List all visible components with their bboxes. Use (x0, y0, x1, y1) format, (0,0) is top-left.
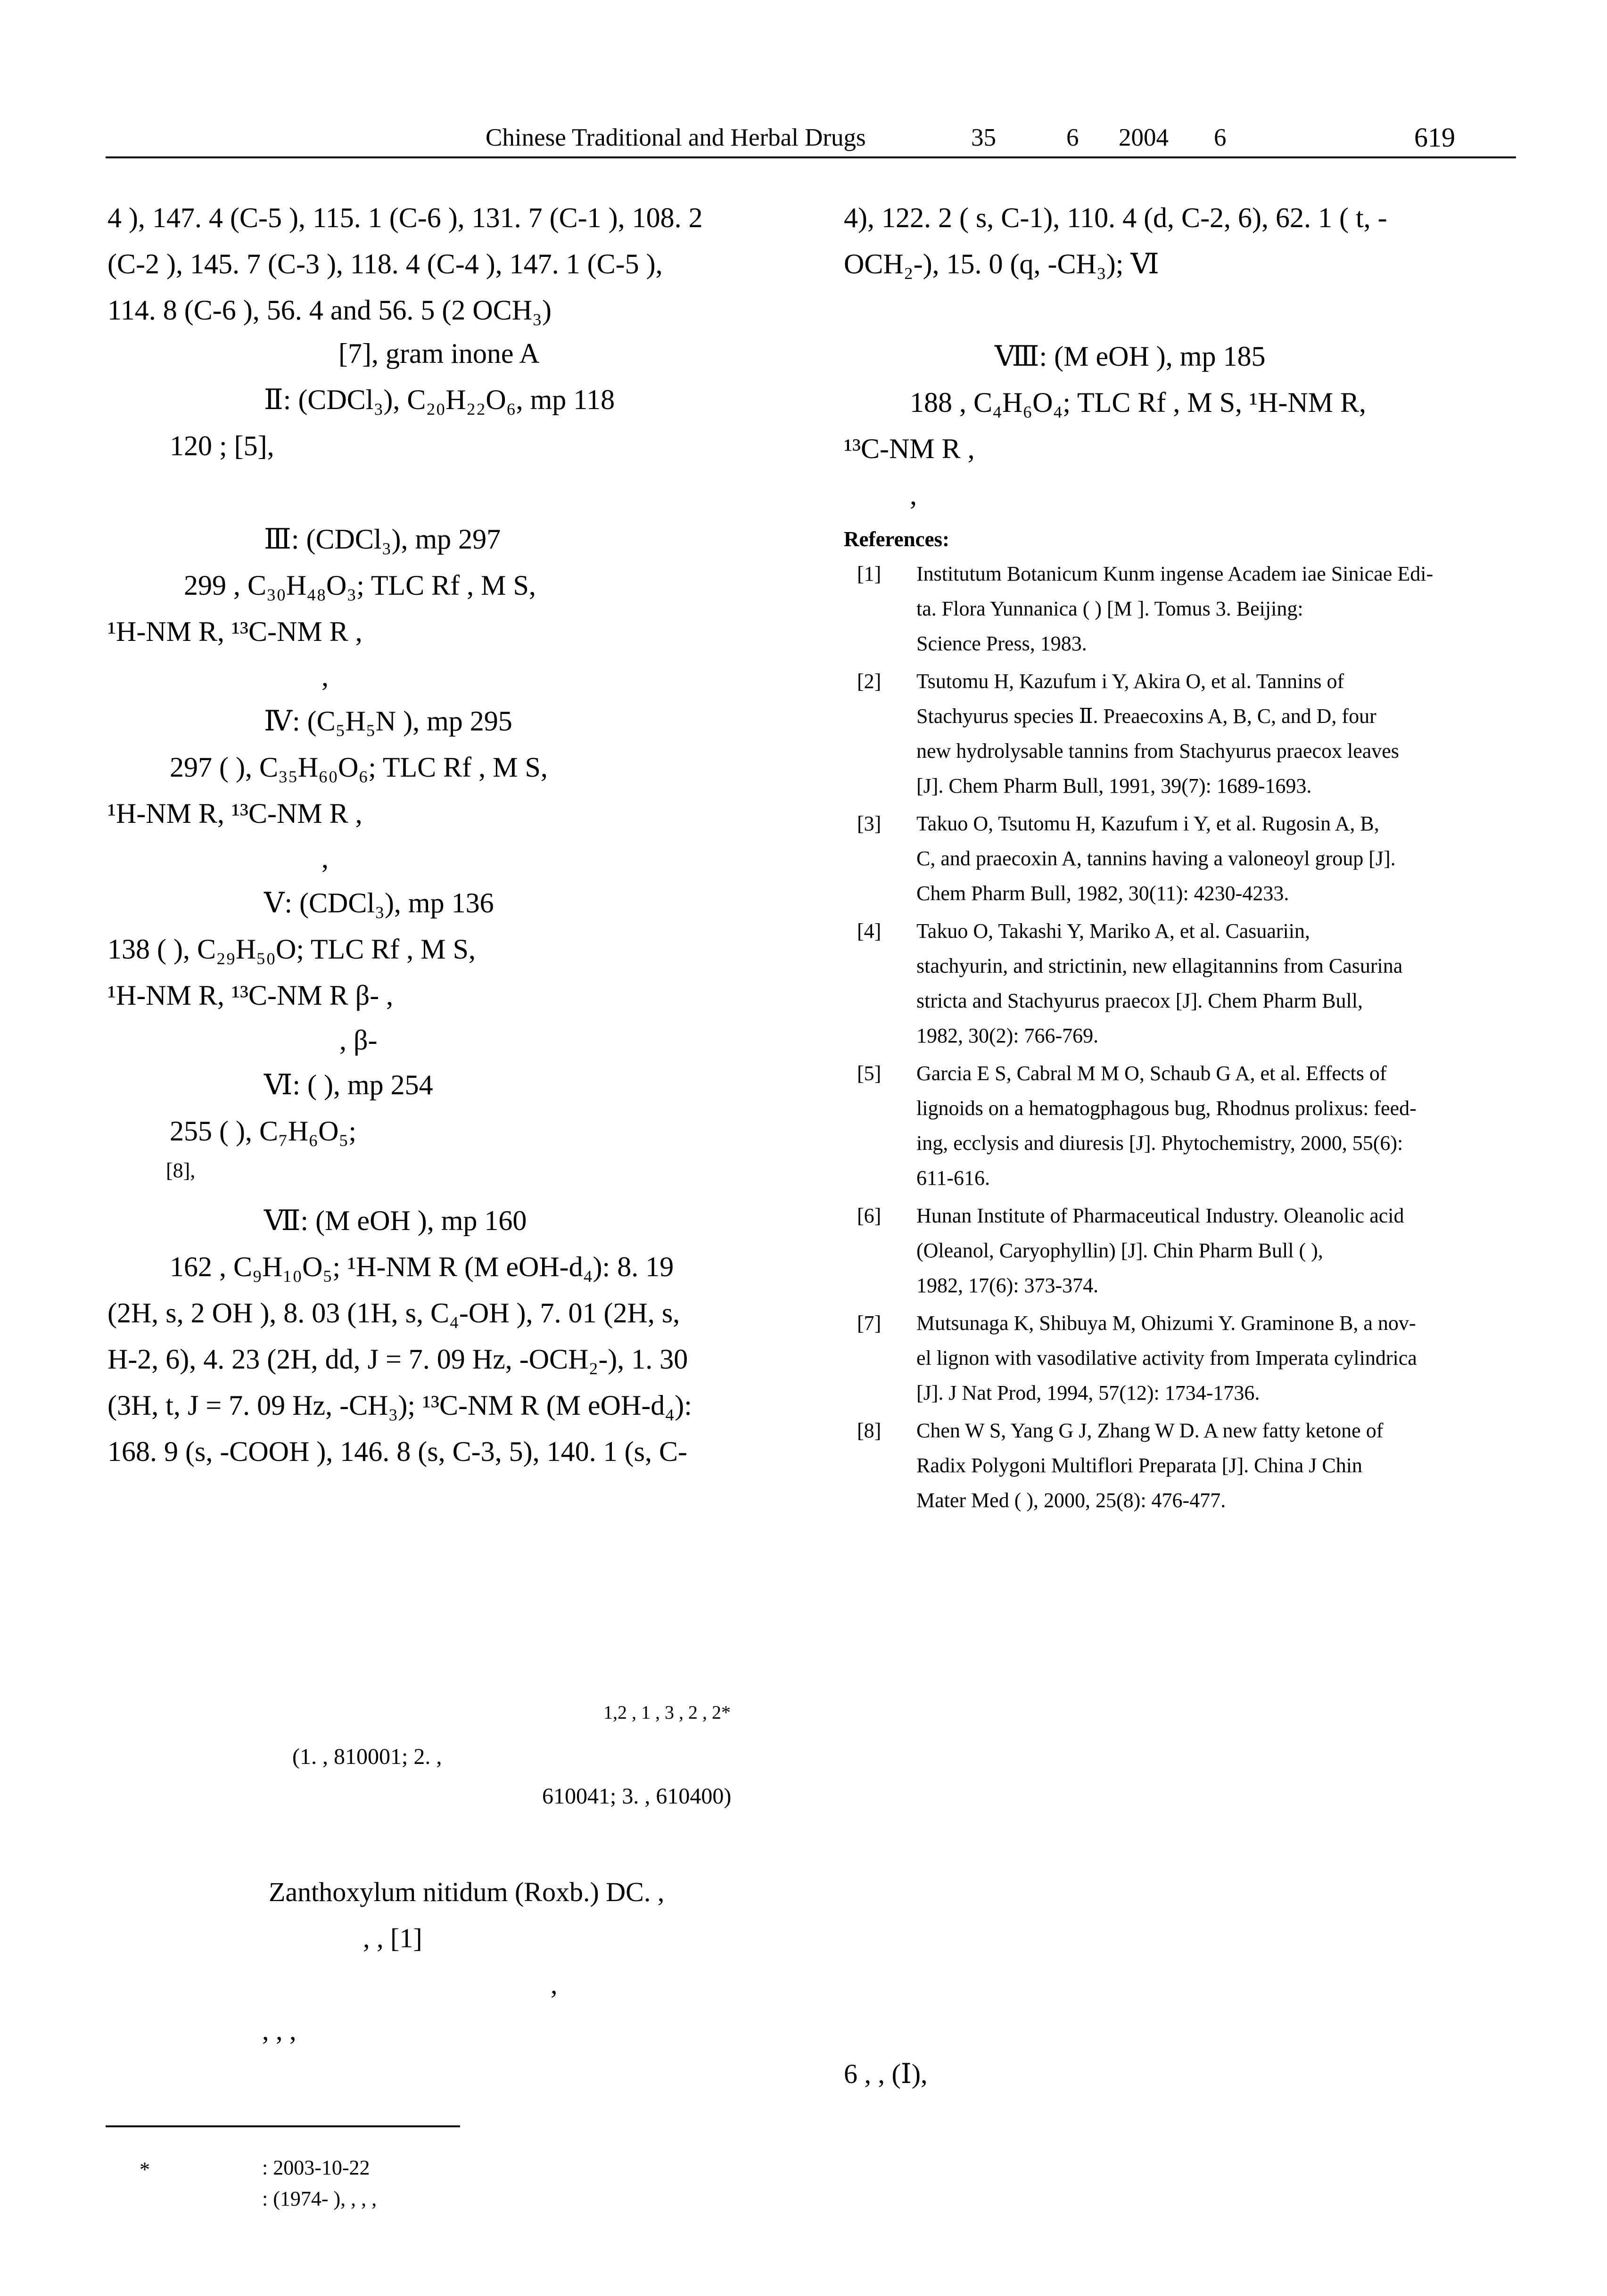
left-line: 120 ; [5], (170, 430, 274, 461)
reference-line: el lignon with vasodilative activity from Imperata cylindrica (916, 1346, 1417, 1369)
reference-number: [2] (857, 670, 882, 693)
reference-line: Mater Med ( ), 2000, 25(8): 476-477. (916, 1489, 1226, 1512)
left-line: [7], gram inone A (338, 338, 540, 369)
reference-line: Garcia E S, Cabral M M O, Schaub G A, et al. Effects of (916, 1062, 1387, 1085)
left-line: Ⅴ: (CDCl₃), mp 136 (264, 887, 494, 918)
left-line: [8], (166, 1159, 196, 1182)
reference-number: [5] (857, 1062, 882, 1085)
reference-line: stricta and Stachyurus praecox [J]. Chem Pharm Bull, (916, 989, 1363, 1012)
reference-number: [6] (857, 1204, 882, 1227)
reference-line: Takuo O, Tsutomu H, Kazufum i Y, et al. Rugosin A, B, (916, 812, 1379, 835)
reference-number: [4] (857, 919, 882, 943)
reference-line: Hunan Institute of Pharmaceutical Industry. Oleanolic acid (916, 1204, 1404, 1227)
reference-line: C, and praecoxin A, tannins having a valoneoyl group [J]. (916, 847, 1396, 870)
left-line: Ⅱ: (CDCl₃), C₂₀H₂₂O₆, mp 118 (264, 384, 615, 415)
reference-line: lignoids on a hematogphagous bug, Rhodnus prolixus: feed- (916, 1097, 1417, 1120)
right-line: Ⅷ: (M eOH ), mp 185 (995, 341, 1266, 372)
reference-line: [J]. Chem Pharm Bull, 1991, 39(7): 1689-1693. (916, 774, 1312, 797)
journal-name: Chinese Traditional and Herbal Drugs (486, 124, 866, 151)
reference-line: 611-616. (916, 1166, 990, 1189)
reference-line: new hydrolysable tannins from Stachyurus praecox leaves (916, 739, 1399, 763)
abstract-line: Zanthoxylum nitidum (Roxb.) DC. , (269, 1877, 665, 1907)
reference-line: 1982, 17(6): 373-374. (916, 1274, 1099, 1297)
right-line: 188 , C₄H₆O₄; TLC Rf , M S, ¹H-NM R, (910, 387, 1367, 418)
reference-line: Radix Polygoni Multiflori Preparata [J]. China J Chin (916, 1454, 1362, 1477)
left-line: Ⅵ: ( ), mp 254 (264, 1069, 433, 1100)
reference-number: [8] (857, 1419, 882, 1442)
header-rule (106, 156, 1516, 158)
left-line: Ⅳ: (C₅H₅N ), mp 295 (264, 705, 512, 737)
month: 6 (1214, 124, 1227, 151)
year: 2004 (1119, 124, 1169, 151)
reference-line: Mutsunaga K, Shibuya M, Ohizumi Y. Graminone B, a nov- (916, 1312, 1416, 1335)
reference-line: Chen W S, Yang G J, Zhang W D. A new fatty ketone of (916, 1419, 1384, 1442)
left-line: ¹H-NM R, ¹³C-NM R , (107, 616, 363, 647)
right-line: OCH₂-), 15. 0 (q, -CH₃); Ⅵ (844, 248, 1159, 279)
right-line: 4), 122. 2 ( s, C-1), 110. 4 (d, C-2, 6), 62. 1 ( t, - (844, 202, 1387, 233)
left-line: 114. 8 (C-6 ), 56. 4 and 56. 5 (2 OCH₃) (107, 295, 552, 326)
reference-line: 1982, 30(2): 766-769. (916, 1024, 1099, 1047)
left-line: , (321, 661, 329, 692)
footnote-star: * (140, 2158, 150, 2181)
reference-number: [1] (857, 562, 882, 585)
left-line: Ⅲ: (CDCl₃), mp 297 (264, 524, 501, 555)
abstract-line: , , , (262, 2015, 297, 2046)
left-line: 297 ( ), C₃₅H₆₀O₆; TLC Rf , M S, (170, 752, 548, 783)
right-line: , (910, 479, 917, 510)
left-line: 138 ( ), C₂₉H₅₀O; TLC Rf , M S, (107, 934, 476, 965)
reference-number: [3] (857, 812, 882, 835)
reference-line: (Oleanol, Caryophyllin) [J]. Chin Pharm Bull ( ), (916, 1239, 1323, 1262)
left-line: (2H, s, 2 OH ), 8. 03 (1H, s, C₄-OH ), 7. 01 (2H, s, (107, 1297, 680, 1328)
reference-line: Stachyurus species Ⅱ. Preaecoxins A, B, C, and D, four (916, 705, 1376, 728)
reference-line: stachyurin, and strictinin, new ellagitannins from Casurina (916, 954, 1403, 977)
reference-line: Institutum Botanicum Kunm ingense Academ iae Sinicae Edi- (916, 562, 1434, 585)
reference-line: Science Press, 1983. (916, 632, 1087, 655)
references-title: References: (844, 527, 950, 551)
left-line: 162 , C₉H₁₀O₅; ¹H-NM R (M eOH-d₄): 8. 19 (170, 1251, 674, 1282)
left-line: Ⅶ: (M eOH ), mp 160 (264, 1205, 527, 1236)
affiliation-line: 610041; 3. , 610400) (542, 1784, 732, 1809)
abstract-line: , (551, 1969, 558, 2000)
reference-line: Chem Pharm Bull, 1982, 30(11): 4230-4233. (916, 882, 1289, 905)
left-line: ¹H-NM R, ¹³C-NM R β- , (107, 980, 394, 1011)
left-line: 4 ), 147. 4 (C-5 ), 115. 1 (C-6 ), 131. 7 (C-1 ), 108. 2 (107, 202, 703, 233)
issue: 6 (1066, 124, 1079, 151)
author-line: 1,2 , 1 , 3 , 2 , 2* (603, 1702, 731, 1723)
left-line: ¹H-NM R, ¹³C-NM R , (107, 798, 363, 829)
abstract-line: 6 , , (Ⅰ), (844, 2058, 928, 2089)
received-date: : 2003-10-22 (262, 2156, 370, 2179)
left-line: (3H, t, J = 7. 09 Hz, -CH₃); ¹³C-NM R (M eOH-d₄): (107, 1390, 692, 1421)
left-line: , β- (339, 1025, 378, 1056)
author-info: : (1974- ), , , , (262, 2187, 377, 2210)
page-number: 619 (1414, 122, 1455, 153)
left-line: H-2, 6), 4. 23 (2H, dd, J = 7. 09 Hz, -OCH₂-), 1. 30 (107, 1344, 688, 1375)
left-line: 255 ( ), C₇H₆O₅; (170, 1115, 357, 1147)
left-line: , (321, 843, 329, 874)
abstract-line: , , [1] (363, 1923, 422, 1953)
reference-number: [7] (857, 1312, 882, 1335)
affiliation-line: (1. , 810001; 2. , (292, 1744, 442, 1769)
reference-line: [J]. J Nat Prod, 1994, 57(12): 1734-1736. (916, 1381, 1260, 1404)
left-line: 168. 9 (s, -COOH ), 146. 8 (s, C-3, 5), 140. 1 (s, C- (107, 1436, 687, 1467)
right-line: ¹³C-NM R , (844, 433, 975, 464)
reference-line: Tsutomu H, Kazufum i Y, Akira O, et al. Tannins of (916, 670, 1344, 693)
reference-line: ing, ecclysis and diuresis [J]. Phytochemistry, 2000, 55(6): (916, 1132, 1403, 1155)
left-line: (C-2 ), 145. 7 (C-3 ), 118. 4 (C-4 ), 147. 1 (C-5 ), (107, 248, 663, 279)
reference-line: Takuo O, Takashi Y, Mariko A, et al. Casuariin, (916, 919, 1310, 943)
volume: 35 (971, 124, 996, 151)
left-line: 299 , C₃₀H₄₈O₃; TLC Rf , M S, (184, 570, 536, 601)
reference-line: ta. Flora Yunnanica ( ) [M ]. Tomus 3. Beijing: (916, 597, 1303, 620)
footnote-rule (106, 2125, 460, 2127)
